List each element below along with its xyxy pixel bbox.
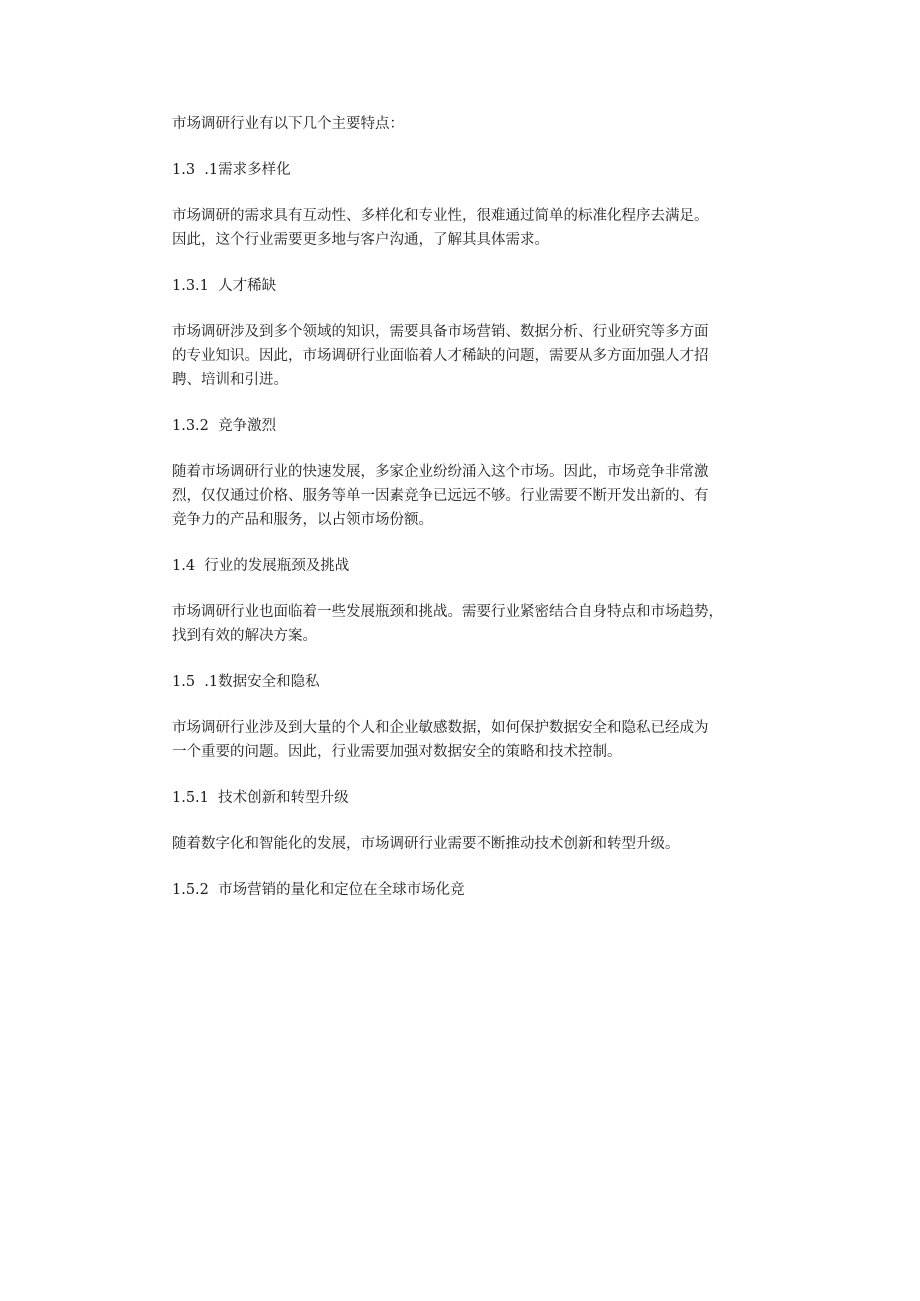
intro-text: 市场调研行业有以下几个主要特点： bbox=[172, 116, 404, 132]
paragraph-line: 烈，仅仅通过价格、服务等单一因素竞争已远远不够。行业需要不断开发出新的、有 bbox=[172, 488, 709, 504]
paragraph-line: 的专业知识。因此，市场调研行业面临着人才稀缺的问题，需要从多方面加强人才招 bbox=[172, 348, 709, 364]
paragraph-line: 随着数字化和智能化的发展，市场调研行业需要不断推动技术创新和转型升级。 bbox=[172, 836, 680, 852]
section-heading-talent-shortage: 1.3.1 人才稀缺 bbox=[172, 278, 277, 294]
section-heading-competition: 1.3.2 竞争激烈 bbox=[172, 418, 277, 434]
paragraph-line: 市场调研行业涉及到大量的个人和企业敏感数据，如何保护数据安全和隐私已经成为 bbox=[172, 720, 709, 736]
section-heading-marketing-quantification: 1.5.2 市场营销的量化和定位在全球市场化竞 bbox=[172, 882, 465, 898]
section-heading-tech-innovation: 1.5.1 技术创新和转型升级 bbox=[172, 790, 349, 806]
paragraph-line: 市场调研的需求具有互动性、多样化和专业性，很难通过简单的标准化程序去满足。 bbox=[172, 208, 709, 224]
paragraph-line: 市场调研涉及到多个领域的知识，需要具备市场营销、数据分析、行业研究等多方面 bbox=[172, 324, 709, 340]
section-heading-bottlenecks: 1.4 行业的发展瓶颈及挑战 bbox=[172, 558, 350, 574]
paragraph-data-security bbox=[172, 716, 762, 764]
paragraph-line: 随着市场调研行业的快速发展，多家企业纷纷涌入这个市场。因此，市场竞争非常激 bbox=[172, 464, 709, 480]
section-heading-1-3-1: 1.3 .1需求多样化 bbox=[172, 162, 291, 178]
paragraph-line: 市场调研行业也面临着一些发展瓶颈和挑战。需要行业紧密结合自身特点和市场趋势， bbox=[172, 604, 723, 620]
paragraph-line: 竞争力的产品和服务，以占领市场份额。 bbox=[172, 512, 433, 528]
paragraph-line: 因此，这个行业需要更多地与客户沟通，了解其具体需求。 bbox=[172, 232, 549, 248]
paragraph-line: 聘、培训和引进。 bbox=[172, 372, 288, 388]
paragraph-line: 找到有效的解决方案。 bbox=[172, 628, 317, 644]
document-body bbox=[172, 112, 762, 924]
paragraph-demand-diversity bbox=[172, 204, 762, 252]
paragraph-competition bbox=[172, 460, 762, 532]
paragraph-tech-innovation bbox=[172, 832, 762, 856]
paragraph-talent-shortage bbox=[172, 320, 762, 392]
paragraph-bottlenecks bbox=[172, 600, 762, 648]
section-heading-data-security: 1.5 .1数据安全和隐私 bbox=[172, 674, 320, 690]
paragraph-line: 一个重要的问题。因此，行业需要加强对数据安全的策略和技术控制。 bbox=[172, 744, 622, 760]
